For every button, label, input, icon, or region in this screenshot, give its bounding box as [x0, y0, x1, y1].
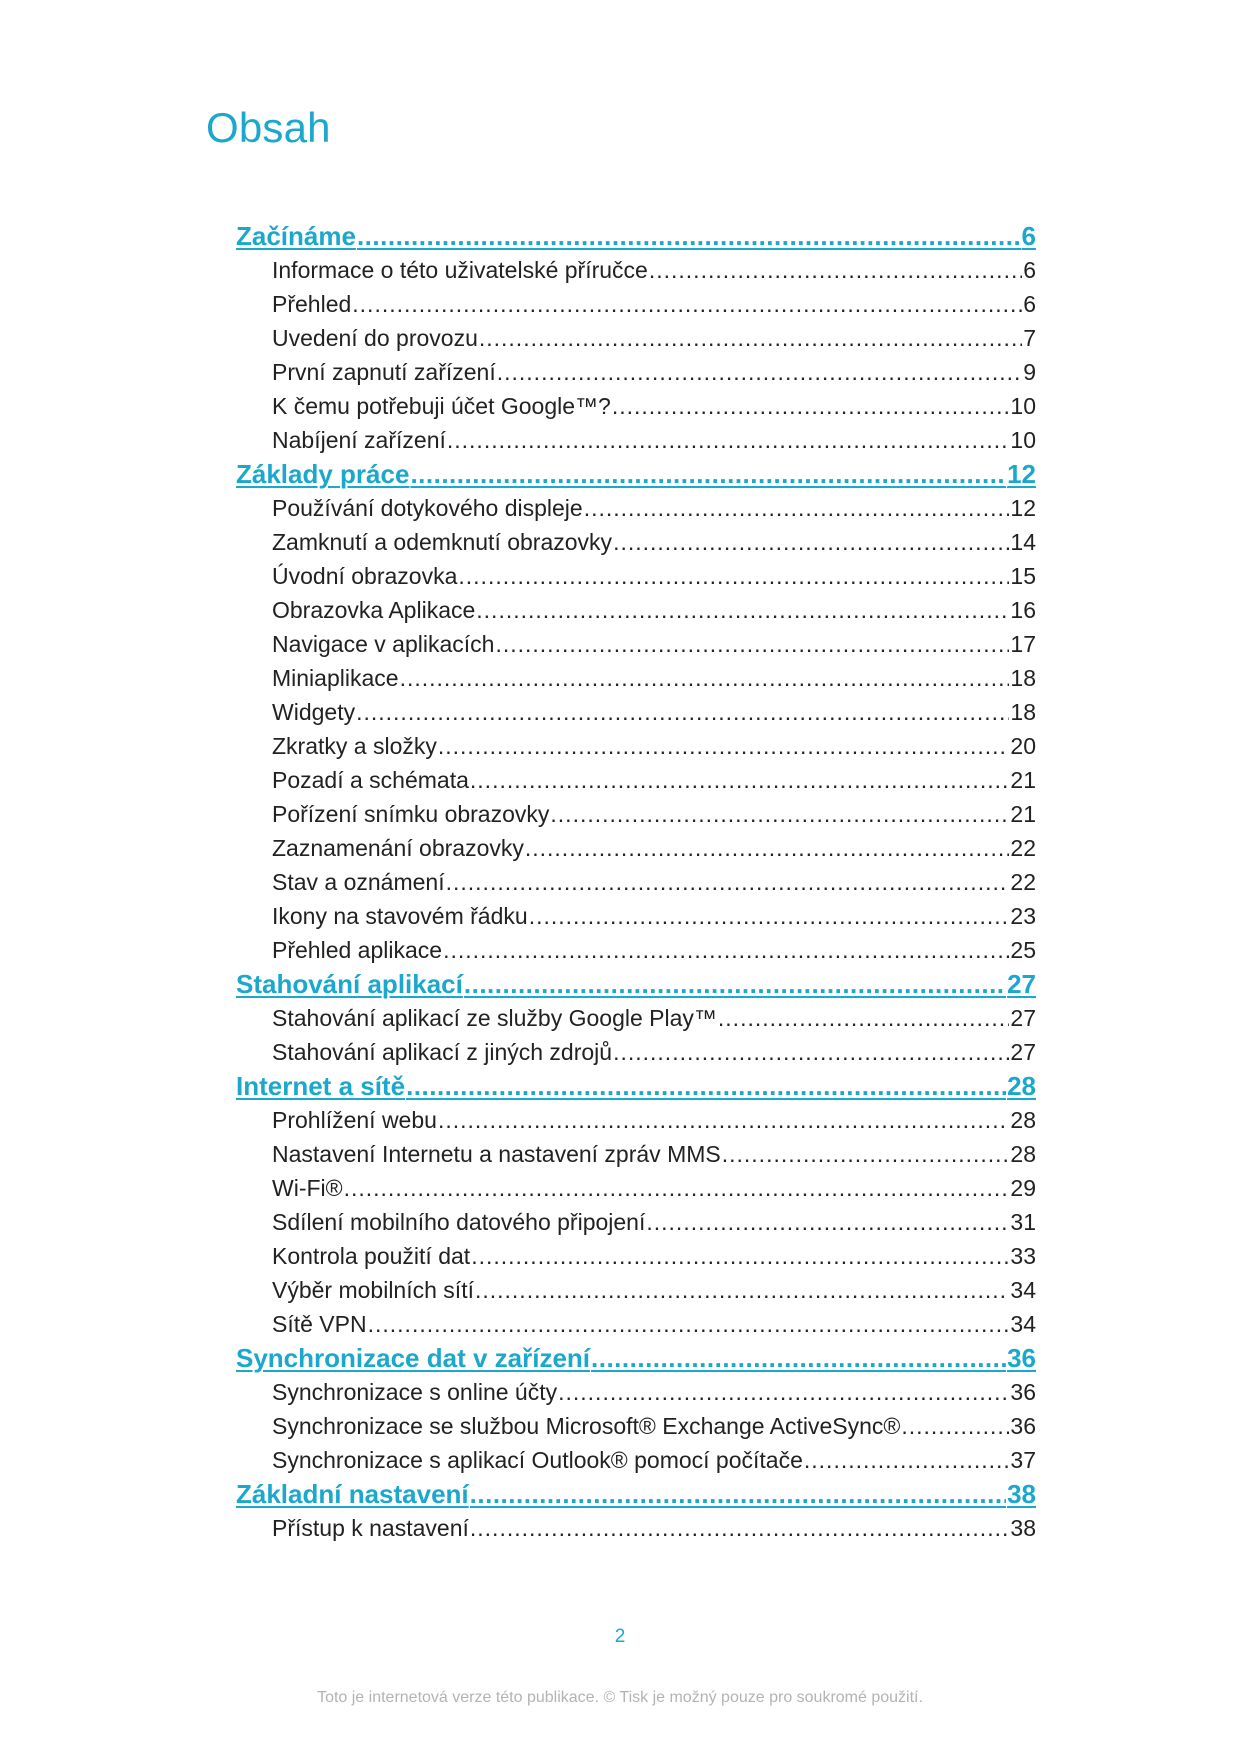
toc-entry-label: Uvedení do provozu: [272, 325, 478, 351]
toc-entry-label: Zamknutí a odemknutí obrazovky: [272, 529, 613, 555]
toc-entry-page: 34: [1010, 1311, 1036, 1337]
toc-entry-page: 25: [1010, 937, 1036, 963]
toc-entry[interactable]: [236, 1273, 1036, 1307]
toc-entry[interactable]: [236, 593, 1036, 627]
toc-entry[interactable]: [236, 933, 1036, 967]
toc-entry-page: 7: [1023, 325, 1036, 351]
toc-entry-page: 10: [1010, 393, 1036, 419]
toc-entry-page: 22: [1010, 869, 1036, 895]
toc-entry-label: Úvodní obrazovka: [272, 563, 458, 589]
dot-leader: [475, 1273, 1009, 1307]
toc-entry-page: 6: [1023, 257, 1036, 283]
toc-entry[interactable]: [236, 1171, 1036, 1205]
dot-leader: [613, 1035, 1009, 1069]
toc-entry-label: Wi-Fi®: [272, 1175, 343, 1201]
toc-entry-label: Kontrola použití dat: [272, 1243, 471, 1269]
toc-entry-page: 33: [1010, 1243, 1036, 1269]
toc-entry-label: Widgety: [272, 699, 356, 725]
toc-section: [236, 219, 1036, 457]
dot-leader: [612, 389, 1010, 423]
toc-entry-page: 29: [1010, 1175, 1036, 1201]
toc-entry[interactable]: [236, 321, 1036, 355]
dot-leader: [591, 1341, 1006, 1375]
toc-section-page: 27: [1007, 969, 1036, 999]
toc-entry[interactable]: [236, 695, 1036, 729]
dot-leader: [446, 865, 1010, 899]
toc-entry-label: Synchronizace se službou Microsoft® Exchange ActiveSync®: [272, 1413, 901, 1439]
toc-section: [236, 457, 1036, 967]
toc-entry-label: Přehled: [272, 291, 352, 317]
toc-entry[interactable]: [236, 797, 1036, 831]
toc-entry-label: Pořízení snímku obrazovky: [272, 801, 550, 827]
toc-entry[interactable]: [236, 1307, 1036, 1341]
toc-entry-label: Stahování aplikací z jiných zdrojů: [272, 1039, 613, 1065]
toc-entry[interactable]: [236, 1137, 1036, 1171]
toc-entry-label: Výběr mobilních sítí: [272, 1277, 474, 1303]
toc-section-title: Základní nastavení: [236, 1479, 469, 1509]
dot-leader: [718, 1001, 1010, 1035]
toc-section-heading[interactable]: [236, 1477, 1036, 1511]
dot-leader: [558, 1375, 1009, 1409]
toc-entry-label: Informace o této uživatelské příručce: [272, 257, 648, 283]
dot-leader: [438, 729, 1010, 763]
dot-leader: [901, 1409, 1009, 1443]
toc-entry-label: Miniaplikace: [272, 665, 399, 691]
toc-entry-page: 16: [1010, 597, 1036, 623]
toc-section-title: Základy práce: [236, 459, 410, 489]
dot-leader: [479, 321, 1022, 355]
toc-entry-page: 36: [1010, 1379, 1036, 1405]
toc-entry-page: 17: [1010, 631, 1036, 657]
toc-entry-page: 20: [1010, 733, 1036, 759]
toc-entry-page: 36: [1010, 1413, 1036, 1439]
toc-entry-page: 38: [1010, 1515, 1036, 1541]
toc-entry[interactable]: [236, 627, 1036, 661]
dot-leader: [550, 797, 1009, 831]
toc-entry-label: Stav a oznámení: [272, 869, 445, 895]
toc-entry[interactable]: [236, 525, 1036, 559]
dot-leader: [458, 559, 1009, 593]
toc-entry-page: 6: [1023, 291, 1036, 317]
toc-entry-label: Nabíjení zařízení: [272, 427, 446, 453]
dot-leader: [525, 831, 1010, 865]
toc-entry-label: Sítě VPN: [272, 1311, 367, 1337]
toc-entry-label: Sdílení mobilního datového připojení: [272, 1209, 646, 1235]
toc-entry-page: 28: [1010, 1141, 1036, 1167]
toc-entry-label: Ikony na stavovém řádku: [272, 903, 528, 929]
toc-section: [236, 1069, 1036, 1341]
toc-entry-label: Nastavení Internetu a nastavení zpráv MMS: [272, 1141, 721, 1167]
toc-entry-label: Navigace v aplikacích: [272, 631, 495, 657]
dot-leader: [613, 525, 1009, 559]
toc-entry-page: 37: [1010, 1447, 1036, 1473]
toc-entry-page: 14: [1010, 529, 1036, 555]
toc-entry[interactable]: [236, 1443, 1036, 1477]
dot-leader: [497, 355, 1022, 389]
toc-entry[interactable]: [236, 763, 1036, 797]
toc-entry[interactable]: [236, 831, 1036, 865]
toc-entry[interactable]: [236, 1205, 1036, 1239]
toc-section-page: 12: [1007, 459, 1036, 489]
dot-leader: [529, 899, 1010, 933]
dot-leader: [584, 491, 1010, 525]
toc-entry-page: 21: [1010, 801, 1036, 827]
toc-entry[interactable]: [236, 491, 1036, 525]
dot-leader: [368, 1307, 1010, 1341]
toc-section-heading[interactable]: [236, 457, 1036, 491]
toc-entry[interactable]: [236, 1239, 1036, 1273]
dot-leader: [352, 287, 1022, 321]
toc-entry[interactable]: [236, 287, 1036, 321]
toc-entry-page: 22: [1010, 835, 1036, 861]
dot-leader: [646, 1205, 1009, 1239]
toc-entry-label: První zapnutí zařízení: [272, 359, 496, 385]
toc-section-title: Internet a sítě: [236, 1071, 406, 1101]
toc-entry-label: Stahování aplikací ze služby Google Play™: [272, 1005, 717, 1031]
toc-entry-label: Zaznamenání obrazovky: [272, 835, 524, 861]
toc-entry[interactable]: [236, 389, 1036, 423]
toc-section: [236, 1341, 1036, 1477]
toc-section-page: 36: [1007, 1343, 1036, 1373]
toc-entry-label: Používání dotykového displeje: [272, 495, 583, 521]
toc-entry[interactable]: [236, 1375, 1036, 1409]
toc-entry[interactable]: [236, 253, 1036, 287]
toc-entry[interactable]: [236, 865, 1036, 899]
dot-leader: [470, 763, 1010, 797]
toc-entry-label: Obrazovka Aplikace: [272, 597, 476, 623]
toc-entry-label: K čemu potřebuji účet Google™?: [272, 393, 611, 419]
toc-section-page: 38: [1007, 1479, 1036, 1509]
toc-entry-page: 28: [1010, 1107, 1036, 1133]
toc-entry-page: 9: [1023, 359, 1036, 385]
dot-leader: [356, 695, 1009, 729]
page-number: 2: [614, 1626, 626, 1647]
toc-entry-page: 27: [1010, 1005, 1036, 1031]
toc-section-title: Začínáme: [236, 221, 356, 251]
table-of-contents: [236, 219, 1036, 1545]
toc-entry[interactable]: [236, 355, 1036, 389]
toc-entry-page: 21: [1010, 767, 1036, 793]
toc-entry-label: Synchronizace s aplikací Outlook® pomocí počítače: [272, 1447, 803, 1473]
dot-leader: [649, 253, 1022, 287]
dot-leader: [476, 593, 1009, 627]
toc-entry[interactable]: [236, 1409, 1036, 1443]
toc-section-heading[interactable]: [236, 1069, 1036, 1103]
footer-note: Toto je internetová verze této publikace. © Tisk je možný pouze pro soukromé použití.: [317, 1689, 923, 1706]
dot-leader: [495, 627, 1009, 661]
toc-entry[interactable]: [236, 559, 1036, 593]
toc-entry[interactable]: [236, 729, 1036, 763]
toc-entry-page: 31: [1010, 1209, 1036, 1235]
toc-entry-page: 18: [1010, 699, 1036, 725]
toc-entry[interactable]: [236, 423, 1036, 457]
toc-section-page: 6: [1021, 221, 1036, 251]
dot-leader: [464, 967, 1006, 1001]
toc-entry-page: 34: [1010, 1277, 1036, 1303]
dot-leader: [443, 933, 1009, 967]
toc-section-heading[interactable]: [236, 219, 1036, 253]
dot-leader: [357, 219, 1021, 253]
toc-entry[interactable]: [236, 1001, 1036, 1035]
toc-entry-label: Přístup k nastavení: [272, 1515, 469, 1541]
dot-leader: [344, 1171, 1010, 1205]
toc-entry-page: 12: [1010, 495, 1036, 521]
toc-entry[interactable]: [236, 1103, 1036, 1137]
toc-entry-label: Synchronizace s online účty: [272, 1379, 558, 1405]
page-title: Obsah: [206, 104, 331, 151]
dot-leader: [722, 1137, 1010, 1171]
toc-entry[interactable]: [236, 1511, 1036, 1545]
dot-leader: [470, 1477, 1006, 1511]
toc-section-heading[interactable]: [236, 967, 1036, 1001]
toc-entry-page: 18: [1010, 665, 1036, 691]
toc-entry-page: 10: [1010, 427, 1036, 453]
toc-entry-page: 23: [1010, 903, 1036, 929]
toc-entry-label: Prohlížení webu: [272, 1107, 437, 1133]
toc-entry-label: Pozadí a schémata: [272, 767, 469, 793]
dot-leader: [410, 457, 1006, 491]
toc-section-heading[interactable]: [236, 1341, 1036, 1375]
dot-leader: [804, 1443, 1010, 1477]
toc-entry-label: Zkratky a složky: [272, 733, 437, 759]
toc-entry[interactable]: [236, 661, 1036, 695]
dot-leader: [470, 1511, 1010, 1545]
toc-entry[interactable]: [236, 1035, 1036, 1069]
dot-leader: [447, 423, 1010, 457]
dot-leader: [438, 1103, 1009, 1137]
toc-section: [236, 967, 1036, 1069]
toc-entry-label: Přehled aplikace: [272, 937, 443, 963]
toc-entry[interactable]: [236, 899, 1036, 933]
toc-section-page: 28: [1007, 1071, 1036, 1101]
dot-leader: [471, 1239, 1009, 1273]
toc-entry-page: 27: [1010, 1039, 1036, 1065]
toc-section: [236, 1477, 1036, 1545]
dot-leader: [400, 661, 1010, 695]
dot-leader: [406, 1069, 1006, 1103]
toc-section-title: Synchronizace dat v zařízení: [236, 1343, 591, 1373]
toc-entry-page: 15: [1010, 563, 1036, 589]
toc-section-title: Stahování aplikací: [236, 969, 463, 999]
